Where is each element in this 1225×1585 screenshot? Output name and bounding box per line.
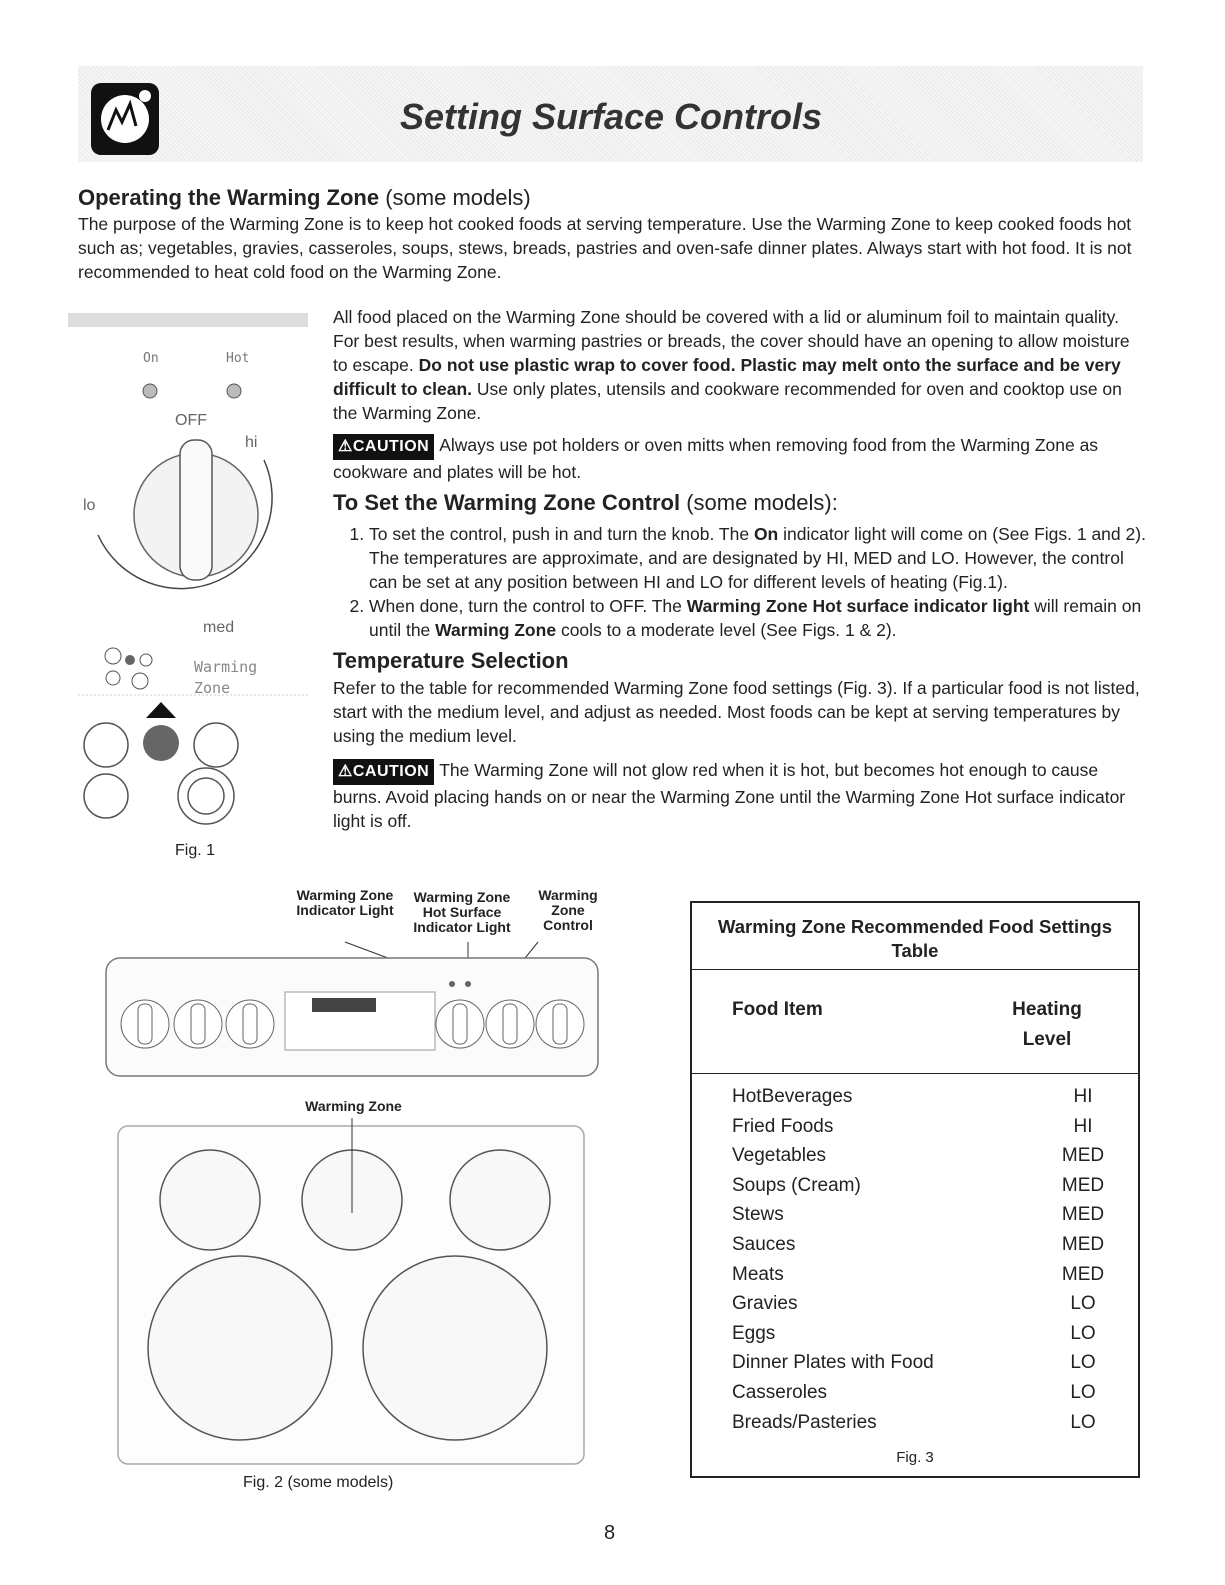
control-panel-illustration <box>100 940 610 1090</box>
knob-grip <box>453 1004 467 1044</box>
element-indicator-icon <box>125 655 135 665</box>
knob-grip <box>138 1004 152 1044</box>
element-indicator-icon <box>132 673 148 689</box>
heating-level-cell: MED <box>1061 1263 1105 1285</box>
hot-surface-light-label: Warming Zone Hot Surface Indicator Light <box>413 889 511 935</box>
element-indicator-icon <box>84 723 128 767</box>
divider <box>692 1073 1138 1074</box>
warming-label: Warming <box>194 658 258 676</box>
food-settings-table <box>690 901 1140 1478</box>
food-item-cell: Gravies <box>732 1293 798 1315</box>
warming-zone-control-label: Warming Zone Control <box>538 887 598 933</box>
heating-level-cell: MED <box>1061 1204 1105 1226</box>
fig2-caption: Fig. 2 (some models) <box>243 1474 394 1491</box>
step-item: 2. When done, turn the control to OFF. The Warming Zone Hot surface indicator light will remain on until the Warming Zone cools to a moderate level (See Figs. 1 & 2). <box>369 594 1148 642</box>
left-rear-element <box>160 1150 260 1250</box>
food-item-cell: Casseroles <box>732 1382 828 1403</box>
food-item-cell: Vegetables <box>732 1145 827 1167</box>
caution-badge: ⚠CAUTION <box>333 434 434 460</box>
food-item-cell: Fried Foods <box>732 1115 834 1137</box>
food-item-cell: Meats <box>732 1263 784 1285</box>
food-item-cell: Breads/Pasteries <box>732 1411 877 1433</box>
table-title: Warming Zone Recommended Food Settings Table <box>717 916 1112 961</box>
on-indicator-light <box>143 384 157 398</box>
element-indicator-icon <box>178 768 234 824</box>
hand-turning-knob-icon <box>90 82 160 156</box>
table-row <box>732 1234 1122 1264</box>
food-item-cell: HotBeverages <box>732 1086 853 1107</box>
element-indicator-icon <box>188 778 224 814</box>
table-row <box>732 1145 1122 1175</box>
cover-food-paragraph: All food placed on the Warming Zone should be covered with a lid or aluminum foil to maintain quality. For best results, when warming pastries or breads, the cover should have an opening to allow moisture to escape. Do not use plastic wrap to cover food. Plastic may melt onto the surface and be very difficult to clean. Use only plates, utensils and cookware recommended for oven and cooktop use on the Warming Zone. <box>333 307 1130 423</box>
hot-label: Hot <box>226 351 250 366</box>
table-row <box>732 1382 1122 1412</box>
step-item: 1. To set the control, push in and turn the knob. The On indicator light will come on (See Figs. 1 and 2). The temperatures are approximate, and are designated by HI, MED and LO. However, the control can be set at any position between HI and LO for different levels of heating (Fig.1). <box>369 522 1148 594</box>
element-indicator-icon <box>84 774 128 818</box>
heating-level-cell: LO <box>1070 1293 1096 1315</box>
food-item-cell: Sauces <box>732 1234 796 1255</box>
hot-indicator-light <box>227 384 241 398</box>
off-label: OFF <box>175 412 207 429</box>
heating-level-cell: MED <box>1061 1174 1105 1196</box>
section-heading-warming-zone: Operating the Warming Zone (some models) <box>78 185 531 210</box>
page-title: Setting Surface Controls <box>400 96 823 137</box>
heating-level-cell: MED <box>1061 1145 1105 1167</box>
knob-grip <box>243 1004 257 1044</box>
right-rear-element <box>450 1150 550 1250</box>
table-row <box>732 1412 1122 1442</box>
panel-edge <box>68 313 308 327</box>
warming-zone-knob-illustration <box>68 310 318 840</box>
clock-display <box>312 998 376 1012</box>
heating-level-cell: MED <box>1061 1234 1105 1255</box>
caution-note-1: ⚠CAUTION Always use pot holders or oven mitts when removing food from the Warming Zone as cookware and plates will be hot. <box>333 435 1099 482</box>
intro-paragraph: The purpose of the Warming Zone is to keep hot cooked foods at serving temperature. Use the Warming Zone to keep cooked foods hot such as; vegetables, gravies, casseroles, soups, stews, breads, pastries and oven-safe dinner plates. Always start with hot food. It is not recommended to heat cold food on the Warming Zone. <box>78 214 1132 282</box>
section-heading-temperature: Temperature Selection <box>333 648 569 673</box>
knob-grip <box>180 440 212 580</box>
divider <box>692 969 1138 970</box>
heating-level-cell: LO <box>1070 1352 1096 1374</box>
caution-badge: ⚠CAUTION <box>333 759 434 785</box>
table-row <box>732 1204 1122 1234</box>
hot-surface-indicator-light <box>465 981 471 987</box>
med-label: med <box>203 619 235 636</box>
table-row <box>732 1293 1122 1323</box>
warming-zone-indicator-light <box>449 981 455 987</box>
hi-label: hi <box>245 434 258 451</box>
fig3-caption: Fig. 3 <box>896 1449 934 1466</box>
caution-note-2: ⚠CAUTION The Warming Zone will not glow red when it is hot, but becomes hot enough to cause burns. Avoid placing hands on or near the Warming Zone until the Warming Zone Hot surface indicator light is off. <box>333 760 1126 831</box>
right-front-element <box>363 1256 547 1440</box>
table-row <box>732 1175 1122 1205</box>
section-heading-set-control: To Set the Warming Zone Control (some models): <box>333 490 838 515</box>
heating-level-cell: HI <box>1073 1115 1093 1137</box>
table-row <box>732 1116 1122 1146</box>
heating-level-cell: LO <box>1070 1322 1096 1344</box>
on-label: On <box>143 351 159 366</box>
page-number: 8 <box>604 1522 616 1544</box>
food-item-cell: Eggs <box>732 1322 776 1344</box>
heating-level-cell: LO <box>1070 1382 1096 1403</box>
element-indicator-icon <box>140 654 152 666</box>
warming-zone-indicator-icon <box>143 725 179 761</box>
element-indicator-icon <box>105 648 121 664</box>
table-row <box>732 1264 1122 1294</box>
lo-label: lo <box>83 497 96 514</box>
column-header-food: Food Item <box>732 999 823 1020</box>
steps-list <box>333 522 1148 642</box>
heating-level-cell: LO <box>1070 1411 1096 1433</box>
temperature-paragraph: Refer to the table for recommended Warming Zone food settings (Fig. 3). If a particular food is not listed, start with the medium level, and adjust as needed. Most foods can be kept at serving temperatures by using the medium level. <box>333 678 1140 746</box>
zone-label: Zone <box>194 679 231 697</box>
knob-grip <box>191 1004 205 1044</box>
knob-grip <box>503 1004 517 1044</box>
heating-level-cell: HI <box>1073 1086 1093 1107</box>
food-item-cell: Dinner Plates with Food <box>732 1352 934 1374</box>
column-header-heating: Heating Level <box>1012 999 1082 1050</box>
table-row <box>732 1086 1122 1116</box>
food-item-cell: Stews <box>732 1204 784 1226</box>
instructions-column <box>333 305 1148 833</box>
food-item-cell: Soups (Cream) <box>732 1174 861 1196</box>
fig1-caption: Fig. 1 <box>175 842 216 859</box>
pointer-arrow-icon <box>146 702 176 718</box>
cooktop-illustration <box>115 1118 590 1470</box>
knob-grip <box>553 1004 567 1044</box>
element-indicator-icon <box>106 671 120 685</box>
table-row <box>732 1323 1122 1353</box>
left-front-element <box>148 1256 332 1440</box>
indicator-light-label: Warming Zone Indicator Light <box>296 887 394 918</box>
element-indicator-icon <box>194 723 238 767</box>
table-row <box>732 1352 1122 1382</box>
cooktop-warming-zone-label: Warming Zone <box>305 1098 402 1114</box>
